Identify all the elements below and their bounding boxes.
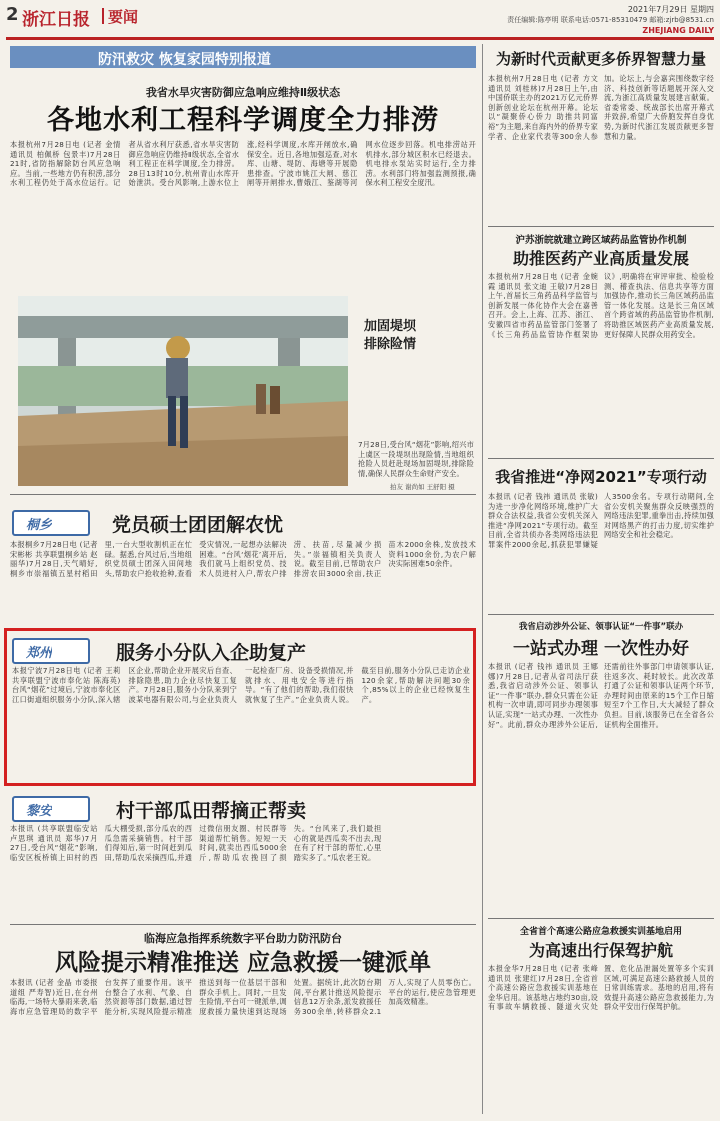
headline-emergency: 风险提示精准推送 应急救援一键派单	[54, 950, 431, 976]
kicker-water: 我省水旱灾害防御应急响应维持Ⅱ级状态	[145, 86, 341, 99]
masthead	[6, 4, 714, 38]
headline-overseas: 为新时代贡献更多侨界智慧力量	[495, 50, 706, 68]
article-one-stop: 本报讯 (记者 钱祎 通讯员 王娜娜)7月28日,记者从省司法厅获悉,我省启动涉外公证、领事认证“一件事”联办,群众只需在公证机构一次申请,即可同步办理领事认证,实现“一站式办理、一次性办好”。此前,群众办理涉外公证后,还需前往外事部门申请领事认证,往返多次、耗时较长。此次改革打通了公证和领事认证两个环节,办理时间由原来的15个工作日缩短至7个工作日,大大减轻了群众负担。目前,该服务已在全省各公证机构全面推开。	[488, 662, 714, 729]
section-name: 要闻	[108, 8, 139, 26]
article-highway: 本报金华7月28日电 (记者 张峰 通讯员 张建红)7月28日,全省首个高速公路应急救援实训基地在金华启用。该基地占地约30亩,设有事故车辆救援、隧道火灾处置、危化品泄漏处置等多个实训区域,可满足高速公路救援人员的日常训练需求。基地的启用,将有效提升高速公路应急救援能力,为群众平安出行保驾护航。	[488, 964, 714, 1012]
tag-label: 桐乡	[26, 518, 53, 533]
issue-date: 2021年7月29日 星期四	[627, 5, 714, 14]
kicker-notary: 我省启动涉外公证、领事认证“一件事”联办	[518, 622, 684, 632]
masthead-divider	[102, 8, 104, 24]
tag-label: 郑州	[26, 646, 53, 661]
divider-2	[10, 924, 476, 925]
article-melon: 本报讯 (共享联盟临安站 卢思琪 通讯员 郑华)7月27日,受台风“烟花”影响,临安区板桥镇上田村的西瓜大棚受损,部分瓜农的西瓜急需采摘销售。村干部们得知后,第一时间赶到瓜田,帮助瓜农采摘西瓜,并通过微信朋友圈、村民群等渠道帮忙销售。短短一天时间,就卖出西瓜5000余斤,帮助瓜农挽回了损失。“台风来了,我们最担心的就是西瓜卖不出去,现在有了村干部的帮忙,心里踏实多了。”瓜农老王说。	[10, 824, 382, 862]
kicker-highway: 全省首个高速公路应急救援实训基地启用	[519, 927, 682, 937]
headline-clean-net: 我省推进“净网2021”专项行动	[495, 468, 707, 486]
divider-r4	[488, 918, 714, 919]
article-pharma: 本报杭州7月28日电 (记者 金婉霞 通讯员 张文迪 王敏)7月28日上午,首届长三角药品科学监管与创新发展一体化协作大会在嘉善召开。会上,上海、江苏、浙江、安徽四省市药品监管部门签署了《长三角药品监管协作框架协议》,明确将在审评审批、检验检测、稽查执法、信息共享等方面加强协作,推动长三角区域药品监管一体化发展。这是长三角区域首个跨省域的药品监管协作机制,将助推区域医药产业高质量发展,更好保障人民群众用药安全。	[488, 272, 714, 339]
photo-credit: 拍友 谢尚如 王舒阳 摄	[390, 483, 455, 491]
headline-service-team: 服务小分队入企助复产	[116, 642, 307, 664]
photo-embankment	[18, 296, 348, 486]
kicker-pharma: 沪苏浙皖就建立跨区域药品监管协作机制	[515, 235, 687, 246]
divider-1	[10, 494, 476, 495]
divider-r1	[488, 226, 714, 227]
page-number: 2	[6, 4, 19, 25]
article-tongxiang: 本报桐乡7月28日电 (记者 宋彬彬 共享联盟桐乡站 赵 丽华)7月28日,天气晴好,桐乡市崇福镇五星村稻田里,一台大型收割机正在忙碌。据悉,台风过后,当地组织党员硕士团深入田间地头,帮助农户抢收抢种,查看受灾情况,一起想办法解决困难。“台风‘烟花’离开后,我们就马上组织党员、技术人员进村入户,帮农户排涝、扶苗,尽量减少损失。”崇福镇相关负责人说。截至目前,已帮助农户排涝农田3000余亩,扶正苗木2000余株,发放技术资料1000余份,为农户解决实际困难50余件。	[10, 540, 476, 578]
kicker-linhai: 临海应急指挥系统数字平台助力防汛防台	[144, 932, 342, 945]
headline-highway: 为高速出行保驾护航	[528, 941, 673, 960]
special-report-banner	[10, 46, 476, 68]
headline-tongxiang: 党员硕士团团解农忧	[112, 514, 284, 536]
headline-drainage: 各地水利工程科学调度全力排涝	[47, 105, 439, 136]
brand-en: ZHEJIANG DAILY	[642, 26, 714, 35]
headline-pharma: 助推医药产业高质量发展	[512, 249, 689, 268]
tag-label: 黎安	[26, 804, 53, 819]
tag-zhengzhou	[12, 638, 90, 664]
photo-caption-title: 加固堤坝 排除险情	[364, 319, 417, 352]
article-service-team: 本报宁波7月28日电 (记者 王莉 共享联盟宁波市奉化站 陈海英)台风“烟花”过境后,宁波市奉化区江口街道组织服务小分队,深入辖区企业,帮助企业开展灾后自查、排除隐患,助力企业尽快复工复产。7月28日,服务小分队来到宁波某电器有限公司,与企业负责人一起检查厂房、设备受损情况,并就排水、用电安全等进行指导。“有了他们的帮助,我们很快就恢复了生产。”企业负责人说。截至目前,服务小分队已走访企业120余家,帮助解决问题30余个,85%以上的企业已经恢复生产。	[12, 666, 470, 704]
column-divider	[482, 44, 483, 1114]
article-overseas: 本报杭州7月28日电 (记者 方文 通讯员 刘桂林)7月28日上午,由中国侨联主办的2021万亿元侨界创新创业论坛在杭州开幕。论坛以“凝聚侨心侨力 助推共同富裕”为主题,来自海内外的侨界专家学者、企业家代表等300余人参加。论坛上,与会嘉宾围绕数字经济、科技创新等话题展开深入交流,为浙江高质量发展建言献策。省委常委、统战部长出席开幕式并致辞,希望广大侨胞发挥自身优势,为新时代浙江发展贡献更多智慧和力量。	[488, 74, 714, 141]
tag-lian	[12, 796, 90, 822]
article-emergency: 本报讯 (记者 金晶 市委报道组 严寿智)近日,在台州临海,一场特大暴雨来袭,临海市应急管理局的数字平台发挥了重要作用。该平台整合了水利、气象、自然资源等部门数据,通过智能分析,实现风险提示精准推送到每一位基层干部和群众手机上。同时,一旦发生险情,平台可一键派单,调度救援力量快速到达现场处置。据统计,此次防台期间,平台累计推送风险提示信息12万余条,派发救援任务300余单,转移群众2.1万人,实现了人员零伤亡。平台的运行,使应急管理更加高效精准。	[10, 978, 476, 1016]
article-drainage: 本报杭州7月28日电 (记者 金情 通讯员 柏佩桥 包景丰)7月28日21时,省防指解除防台风应急响应。当前,一些地方仍有积涝,部分水利工程仍处于高水位运行。记者从省水利厅获悉,省水旱灾害防御应急响应仍维持Ⅱ级状态,全省水利工程正在科学调度,全力排涝。28日13时10分,杭州青山水库开始泄洪。受台风影响,上游水位上涨,经科学调度,水库开闸放水,确保安全。近日,各地加强巡查,对水库、山塘、堤防、海塘等开展隐患排查。宁波市姚江大闸、慈江闸等开闸排水,曹娥江、鉴湖等河网水位逐步回落。机电排涝站开机排水,部分城区积水已经退去。机电排水泵站实时运行,全力排涝。水利部门将加强监测预报,确保水利工程安全度汛。	[10, 140, 476, 188]
paper-name: 浙江日报	[22, 10, 90, 30]
banner-text: 防汛救灾 恢复家园特别报道	[98, 52, 271, 68]
headline-melon: 村干部瓜田帮摘正帮卖	[116, 800, 307, 822]
headline-one-stop: 一站式办理 一次性办好	[513, 639, 689, 659]
editor-line: 责任编辑:陈亭明 联系电话:0571-85310479 邮箱:zjrb@8531.cn	[507, 16, 714, 24]
divider-r2	[488, 458, 714, 459]
tag-tongxiang	[12, 510, 90, 536]
photo-caption-body: 7月28日,受台风“烟花”影响,绍兴市上虞区一段堤坝出现险情,当地组织抢险人员赶赴现场加固堤坝,排除险情,确保人民群众生命财产安全。	[358, 440, 474, 478]
divider-r3	[488, 614, 714, 615]
article-clean-net: 本报讯 (记者 钱祎 通讯员 张敏)为进一步净化网络环境,维护广大群众合法权益,我省公安机关深入推进“净网2021”专项行动。截至目前,全省共侦办各类网络违法犯罪案件2000余起,抓获犯罪嫌疑人3500余名。专项行动期间,全省公安机关聚焦群众反映强烈的网络违法犯罪,重拳出击,持续加强对网络黑产的打击力度,切实维护网络安全和社会稳定。	[488, 492, 714, 549]
masthead-rule	[6, 37, 714, 40]
